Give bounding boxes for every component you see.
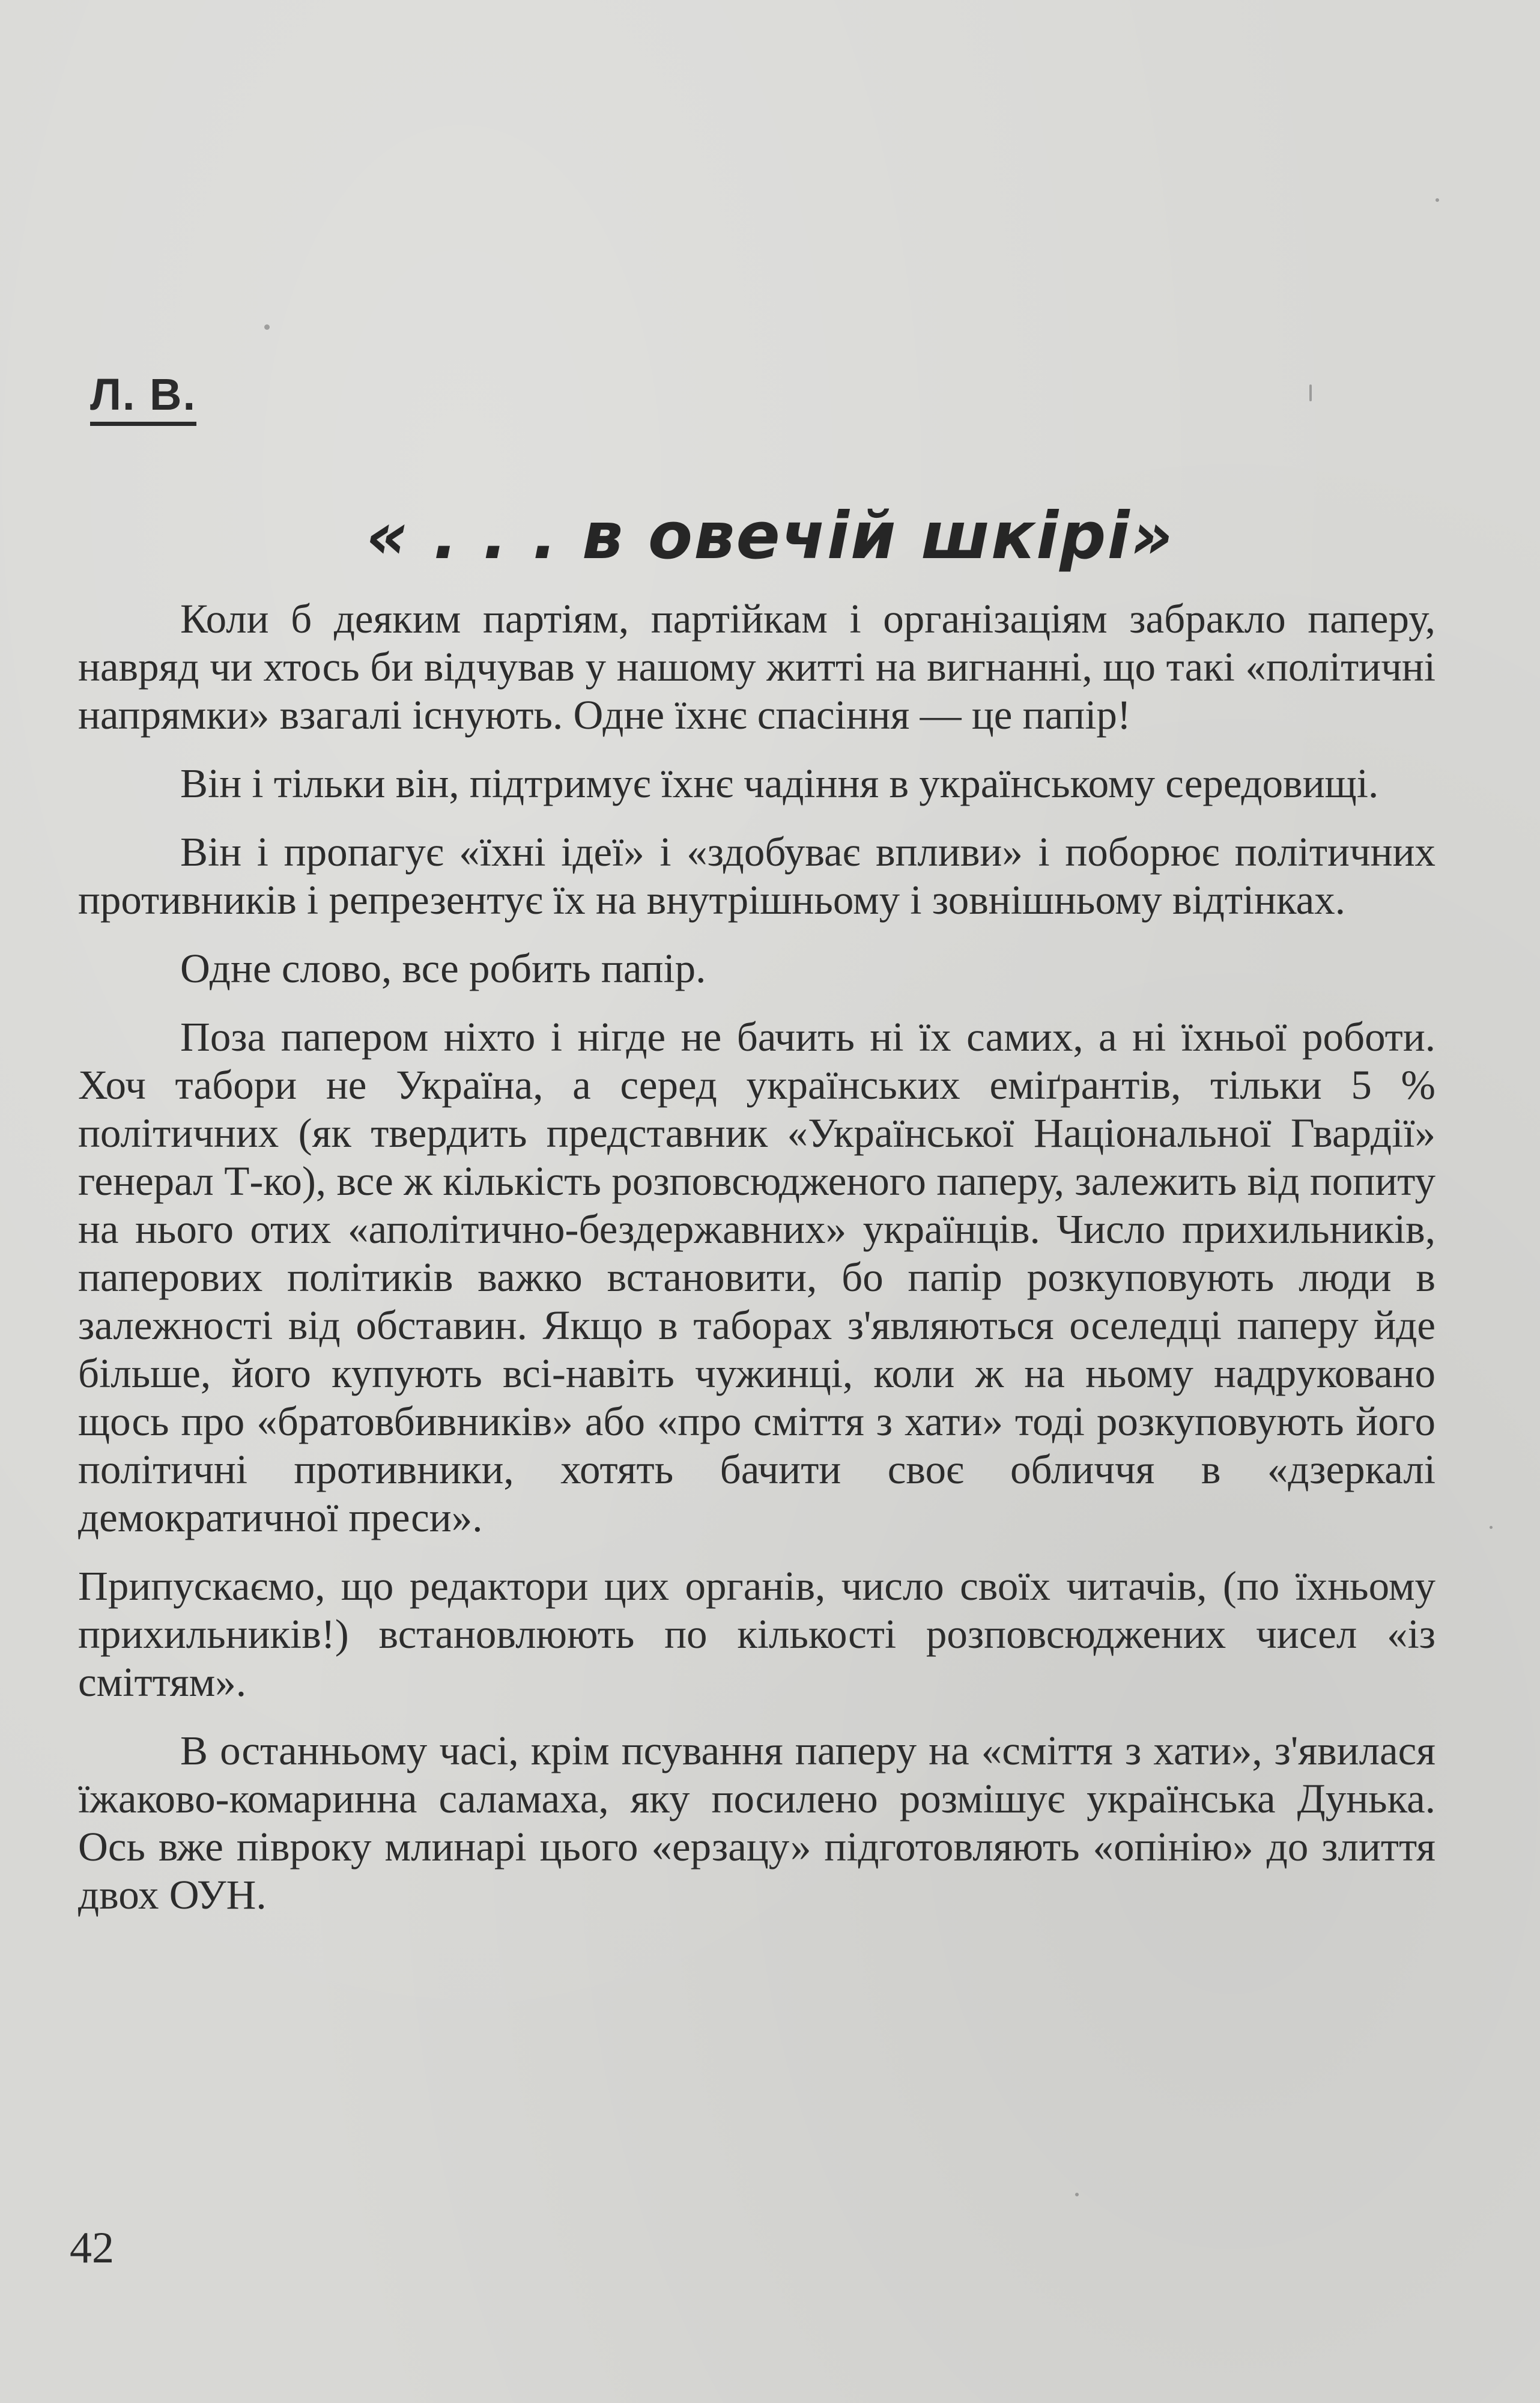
page-number: 42 bbox=[70, 2223, 114, 2273]
article-body bbox=[78, 595, 1435, 1939]
paragraph-7: В останньому часі, крім псування паперу на «сміття з хати», з'явилася їжаково-комаринна саламаха, яку посилено розмішує українська Дунька. Ось вже півроку млинарі цього «ерзацу» підготовляють «опінію» до злиття двох ОУН. bbox=[78, 1728, 1435, 1918]
paragraph-4: Одне слово, все робить папір. bbox=[180, 946, 706, 991]
paragraph-1: Коли б деяким партіям, партійкам і організаціям забракло паперу, навряд чи хтось би відчував у нашому житті на вигнанні, що такі «політичні напрямки» взагалі існують. Одне їхнє спасіння — це папір! bbox=[78, 596, 1435, 738]
paragraph-3: Він і пропагує «їхні ідеї» і «здобуває впливи» і поборює політичних противників і репрезентує їх на внутрішньому і зовнішньому відтінках. bbox=[78, 829, 1435, 923]
paper-speck bbox=[264, 324, 270, 330]
paper-speck bbox=[1435, 198, 1439, 202]
paragraph-5: Поза папером ніхто і нігде не бачить ні їх самих, а ні їхньої роботи. Хоч табори не Україна, а серед українських еміґрантів, тільки 5 % політичних (як твердить представник «Української Національної Гвардії» генерал Т-ко), все ж кількість розповсюдженого паперу, залежить від попиту на нього отих «аполітично-бездержавних» українців. Число прихильників, паперових політиків важко встановити, бо папір розкуповують люди в залежності від обставин. Якщо в таборах з'являються оселедці паперу йде більше, його купують всі-навіть чужинці, коли ж на ньому надруковано щось про «братовбивників» або «про сміття з хати» тоді розкуповують його політичні противники, хотять бачити своє обличчя в «дзеркалі демократичної преси». bbox=[78, 1014, 1435, 1540]
paper-speck bbox=[1309, 384, 1312, 401]
paper-speck bbox=[1490, 1526, 1493, 1529]
paragraph-6: Припускаємо, що редактори цих органів, число своїх читачів, (по їхньому прихильників!) встановлюють по кількості розповсюджених чисел «із сміттям». bbox=[78, 1563, 1435, 1705]
author-initials: Л. В. bbox=[90, 372, 196, 426]
article-title: « . . . в овечій шкірі» bbox=[366, 499, 1174, 574]
paragraph-2: Він і тільки він, підтримує їхнє чадіння в українському середовищі. bbox=[180, 761, 1379, 806]
paper-speck bbox=[1075, 2193, 1079, 2196]
